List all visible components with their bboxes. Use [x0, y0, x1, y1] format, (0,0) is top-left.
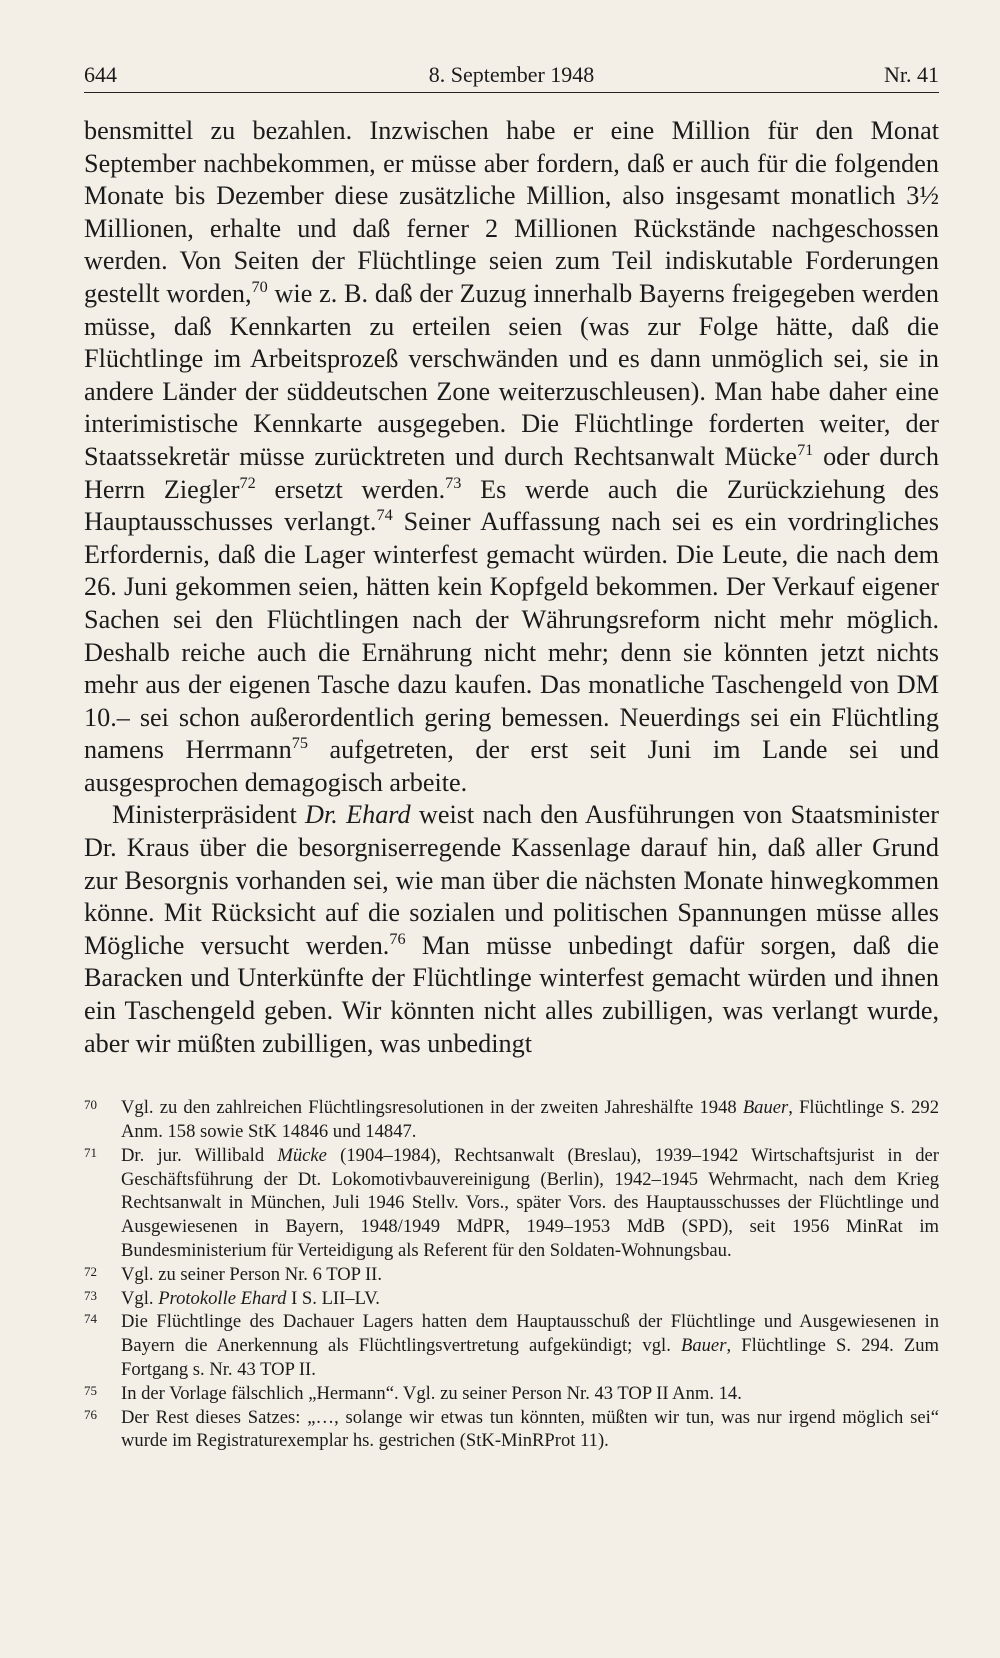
text-run: Seiner Auffassung nach sei es ein vordringliches Erfordernis, daß die Lager winterfest gemacht würden. Die Leute, die nach dem 26. Juni gekommen seien, hätten kein Kopfgeld bekommen. Der Verkauf eigener Sachen sei den Flüchtlingen nach der Währungsreform nicht mehr möglich. Deshalb reiche auch die Ernährung nicht mehr; denn sie könnten jetzt nichts mehr aus der eigenen Tasche dazu kaufen. Das monatliche Taschengeld von DM 10.– sei schon außerordentlich gering bemessen. Neuerdings sei ein Flüchtling namens Herrmann: [84, 507, 939, 765]
text-run: Vgl. zu den zahlreichen Flüchtlingsresolutionen in der zweiten Jahreshälfte 1948: [121, 1097, 743, 1119]
running-header: [84, 58, 939, 93]
footnote-75: [84, 1382, 939, 1406]
text-run: (1904–1984), Rechtsanwalt (Breslau), 1939–1942 Wirtschaftsjurist in der Geschäftsführung der Dt. Lokomotivbauvereinigung (Berlin), 1942–1945 Wehrmacht, nach dem Krieg Rechtsanwalt in München, Juli 1946 Stellv. Vors., später Vors. des Hauptausschusses der Flüchtlinge und Ausgewiesenen in Bayern, 1948/1949 MdPR, 1949–1953 MdB (SPD), seit 1956 MinRat im Bundesministerium für Verteidigung als Referent für den Soldaten-Wohnungsbau.: [121, 1144, 939, 1261]
text-run: Die Flüchtlinge des Dachauer Lagers hatten dem Hauptausschuß der Flüchtlinge und Ausgewiesenen in Bayern die Anerkennung als Flüchtlingsvertretung aufgekündigt; vgl.: [121, 1311, 939, 1357]
footnote-number: 75: [84, 1382, 97, 1398]
main-text: [84, 115, 939, 1060]
footnote-number: 72: [84, 1263, 97, 1279]
text-run: , Flüchtlinge S. 292 Anm. 158 sowie StK 14846 und 14847.: [121, 1097, 939, 1143]
footnote-text: Der Rest dieses Satzes: „…, solange wir etwas tun könnten, müßten wir tun, was nur irgend möglich sei“ wurde im Registraturexemplar hs. gestrichen (StK-MinRProt 11).: [121, 1406, 939, 1452]
footnote-text: [121, 1144, 939, 1263]
footnote-71: [84, 1144, 939, 1263]
text-run: oder durch Herrn Ziegler: [84, 441, 939, 504]
footnote-number: 74: [84, 1311, 97, 1327]
footnote-text: [121, 1096, 939, 1144]
text-run: Man müsse unbedingt dafür sorgen, daß die Baracken und Unterkünfte der Flüchtlinge winterfest gemacht würden und ihnen ein Taschengeld geben. Wir könnten nicht alles zubilligen, was verlangt wurde, aber wir müßten zubilligen, was unbedingt: [84, 930, 939, 1058]
text-run: Es werde auch die Zurückziehung des Hauptausschusses verlangt.: [84, 474, 940, 537]
person-name: Mücke: [277, 1144, 327, 1166]
footnote-text: In der Vorlage fälschlich „Hermann“. Vgl. zu seiner Person Nr. 43 TOP II Anm. 14.: [121, 1382, 742, 1404]
text-run: Ministerpräsident: [112, 800, 306, 830]
footnote-ref-73[interactable]: 73: [445, 473, 462, 492]
footnote-ref-75[interactable]: 75: [291, 734, 308, 753]
footnote-ref-71[interactable]: 71: [797, 440, 814, 459]
page-number: 644: [84, 62, 117, 87]
text-run: Dr. jur. Willibald: [121, 1144, 278, 1166]
footnote-number: 71: [84, 1144, 97, 1160]
text-run: aufgetreten, der erst seit Juni im Lande sei und ausgesprochen demagogisch arbeite.: [84, 735, 940, 797]
footnote-ref-70[interactable]: 70: [251, 277, 268, 296]
footnote-72: [84, 1263, 939, 1287]
footnote-ref-74[interactable]: 74: [376, 506, 393, 525]
footnote-text: [121, 1287, 939, 1311]
footnote-number: 76: [84, 1406, 97, 1422]
footnote-70: [84, 1096, 939, 1144]
footnote-number: 73: [84, 1287, 97, 1303]
text-run: , Flüchtlinge S. 294. Zum Fortgang s. Nr. 43 TOP II.: [121, 1335, 939, 1380]
footnote-number: 70: [84, 1097, 97, 1113]
document-number: Nr. 41: [884, 62, 939, 87]
paragraph-1: [84, 115, 939, 799]
text-run: ersetzt werden.: [255, 474, 446, 504]
author-name: Bauer: [742, 1097, 789, 1119]
footnote-73: [84, 1287, 939, 1311]
text-run: I S. LII–LV.: [286, 1287, 380, 1309]
footnote-text: [121, 1310, 939, 1381]
footnotes-section: [84, 1096, 939, 1453]
footnote-ref-72[interactable]: 72: [239, 473, 256, 492]
paragraph-2: [84, 799, 939, 1060]
text-run: wie z. B. daß der Zuzug innerhalb Bayerns freigegeben werden müsse, daß Kennkarten zu erteilen seien (was zur Folge hätte, daß die Flüchtlinge im Arbeitsprozeß verschwänden und es dann unmöglich sei, sie in andere Länder der süddeutschen Zone weiterzuschleusen). Man habe daher eine interimistische Kennkarte ausgegeben. Die Flüchtlinge forderten weiter, der Staatssekretär müsse zurücktreten und durch Rechtsanwalt Mücke: [84, 278, 939, 471]
text-run: bensmittel zu bezahlen. Inzwischen habe er eine Million für den Monat September nachbekommen, er müsse aber fordern, daß er auch für die folgenden Monate bis Dezember diese zusätzliche Million, also insgesamt monatlich 3½ Millionen, erhalte und daß ferner 2 Millionen Rückstände nachgeschossen werden. Von Seiten der Flüchtlinge seien zum Teil indiskutable Forderungen gestellt worden,: [84, 116, 939, 308]
author-name: Bauer: [680, 1335, 727, 1357]
footnote-ref-76[interactable]: 76: [389, 929, 406, 948]
work-title: Protokolle Ehard: [158, 1287, 287, 1309]
footnote-text: Vgl. zu seiner Person Nr. 6 TOP II.: [121, 1263, 382, 1285]
header-date: 8. September 1948: [428, 62, 595, 87]
text-run: Vgl.: [121, 1287, 159, 1309]
footnote-74: [84, 1310, 939, 1381]
footnote-76: [84, 1406, 939, 1454]
document-page: [84, 58, 939, 1453]
text-run: weist nach den Ausführungen von Staatsminister Dr. Kraus über die besorgniserregende Kassenlage darauf hin, daß aller Grund zur Besorgnis vorhanden sei, wie man über die nächsten Monate hinwegkommen könne. Mit Rücksicht auf die sozialen und politischen Spannungen müsse alles Mögliche versucht werden.: [84, 800, 940, 960]
speaker-name: Dr. Ehard: [305, 800, 411, 830]
